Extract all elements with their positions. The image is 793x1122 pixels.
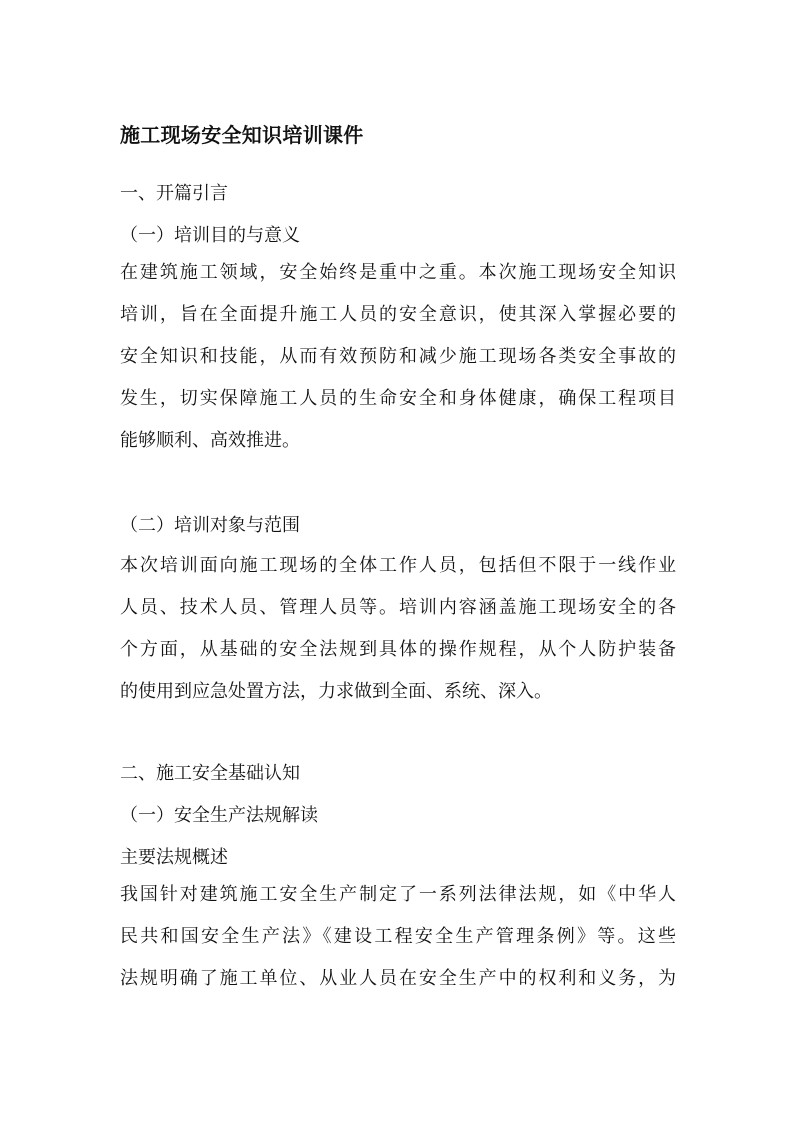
paragraph-training-purpose [120, 252, 676, 462]
subsection-heading-2-1: （一）安全生产法规解读 [120, 805, 318, 826]
paragraph-line: 民共和国安全生产法》《建设工程安全生产管理条例》等。这些 [120, 926, 676, 947]
subsection-heading-1-2: （二）培训对象与范围 [120, 515, 300, 536]
paragraph-line: 能够顺利、高效推进。 [120, 430, 300, 451]
paragraph-line: 的使用到应急处置方法，力求做到全面、系统、深入。 [120, 681, 552, 702]
paragraph-line: 本次培训面向施工现场的全体工作人员，包括但不限于一线作业 [120, 555, 676, 576]
section-heading-1: 一、开篇引言 [120, 183, 228, 204]
paragraph-line: 我国针对建筑施工安全生产制定了一系列法律法规，如《中华人 [120, 884, 676, 905]
paragraph-line: 培训，旨在全面提升施工人员的安全意识，使其深入掌握必要的 [120, 304, 676, 325]
paragraph-line: 人员、技术人员、管理人员等。培训内容涵盖施工现场安全的各 [120, 597, 676, 618]
paragraph-line: 发生，切实保障施工人员的生命安全和身体健康，确保工程项目 [120, 388, 676, 409]
paragraph-line: 在建筑施工领域，安全始终是重中之重。本次施工现场安全知识 [120, 262, 676, 283]
paragraph-line: 法规明确了施工单位、从业人员在安全生产中的权利和义务，为 [120, 968, 676, 989]
section-heading-2: 二、施工安全基础认知 [120, 763, 300, 784]
paragraph-line: 安全知识和技能，从而有效预防和减少施工现场各类安全事故的 [120, 346, 676, 367]
paragraph-training-scope [120, 545, 676, 713]
paragraph-regulations [120, 874, 676, 1000]
document-title: 施工现场安全知识培训课件 [120, 123, 364, 147]
paragraph-line: 个方面，从基础的安全法规到具体的操作规程，从个人防护装备 [120, 639, 676, 660]
subsection-heading-1-1: （一）培训目的与意义 [120, 225, 300, 246]
topic-heading: 主要法规概述 [120, 847, 228, 868]
